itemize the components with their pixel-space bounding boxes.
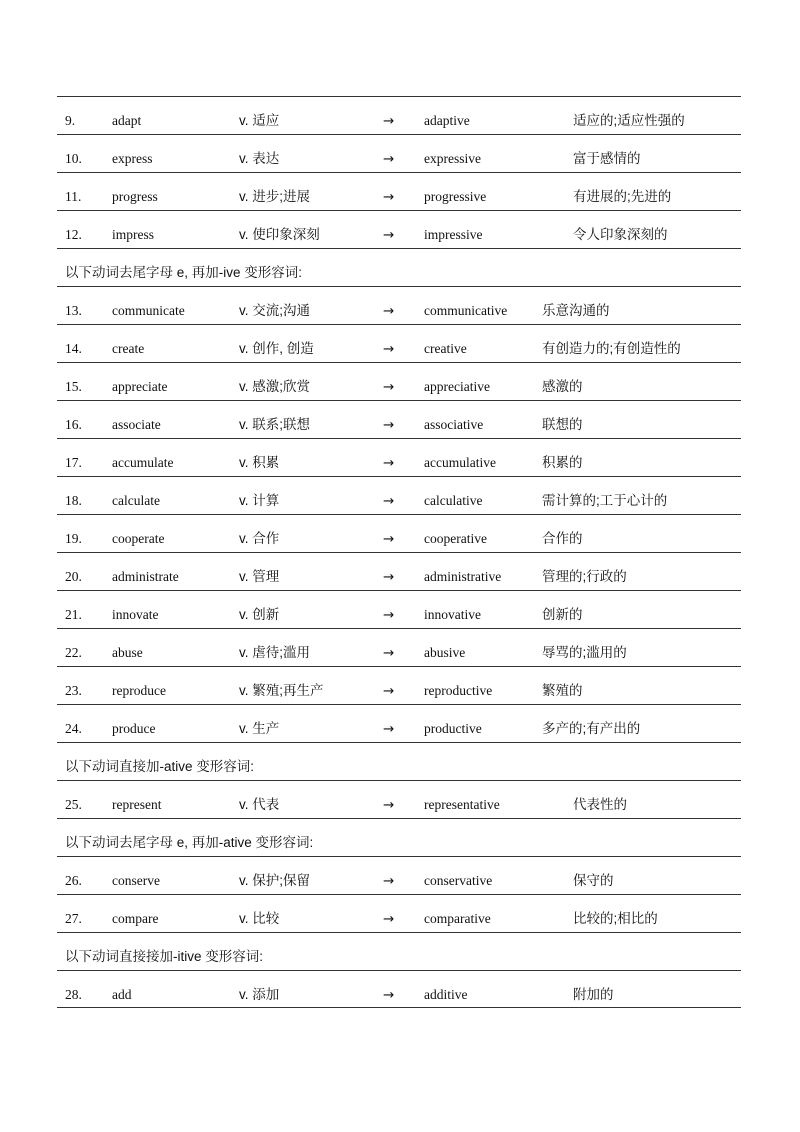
- section-header-text: 以下动词去尾字母 e, 再加-ative 变形容词:: [65, 835, 314, 850]
- entry-number: 26.: [65, 873, 82, 888]
- adjective-word: reproductive: [424, 683, 493, 698]
- verb-meaning: v. 感激;欣赏: [239, 379, 311, 394]
- table-row: [57, 856, 741, 894]
- adjective-word: adaptive: [424, 113, 470, 128]
- arrow-icon: →: [383, 227, 395, 243]
- adjective-meaning: 乐意沟通的: [542, 303, 610, 318]
- adjective-word: accumulative: [424, 455, 496, 470]
- verb-meaning: v. 比较: [239, 911, 280, 926]
- table-row: [57, 400, 741, 438]
- arrow-icon: →: [383, 911, 395, 927]
- arrow-icon: →: [383, 379, 395, 395]
- entry-number: 28.: [65, 987, 82, 1002]
- table-row: [57, 172, 741, 210]
- arrow-icon: →: [383, 113, 395, 129]
- verb-word: produce: [112, 721, 156, 736]
- verb-meaning: v. 合作: [239, 531, 280, 546]
- adjective-meaning: 比较的;相比的: [573, 911, 658, 926]
- table-row: [57, 134, 741, 172]
- table-row: [57, 704, 741, 742]
- adjective-word: appreciative: [424, 379, 490, 394]
- section-header-text: 以下动词直接加-ative 变形容词:: [65, 759, 255, 774]
- adjective-word: communicative: [424, 303, 508, 318]
- table-row: [57, 286, 741, 324]
- arrow-icon: →: [383, 987, 395, 1003]
- adjective-meaning: 代表性的: [573, 797, 627, 812]
- arrow-icon: →: [383, 341, 395, 357]
- verb-word: compare: [112, 911, 159, 926]
- verb-word: cooperate: [112, 531, 165, 546]
- table-row: [57, 666, 741, 704]
- arrow-icon: →: [383, 569, 395, 585]
- section-header-text: 以下动词去尾字母 e, 再加-ive 变形容词:: [65, 265, 303, 280]
- adjective-meaning: 附加的: [573, 987, 614, 1002]
- adjective-meaning: 辱骂的;滥用的: [542, 645, 627, 660]
- arrow-icon: →: [383, 189, 395, 205]
- adjective-word: associative: [424, 417, 484, 432]
- entry-number: 9.: [65, 113, 76, 128]
- verb-word: reproduce: [112, 683, 166, 698]
- adjective-word: impressive: [424, 227, 483, 242]
- verb-meaning: v. 生产: [239, 721, 280, 736]
- adjective-word: representative: [424, 797, 500, 812]
- arrow-icon: →: [383, 151, 395, 167]
- table-row: [57, 514, 741, 552]
- vocabulary-table: [57, 96, 741, 1008]
- entry-number: 12.: [65, 227, 82, 242]
- verb-meaning: v. 保护;保留: [239, 873, 311, 888]
- verb-word: innovate: [112, 607, 159, 622]
- adjective-meaning: 令人印象深刻的: [573, 227, 668, 242]
- adjective-word: calculative: [424, 493, 483, 508]
- verb-word: administrate: [112, 569, 179, 584]
- table-row: [57, 362, 741, 400]
- verb-word: add: [112, 987, 132, 1002]
- adjective-meaning: 保守的: [573, 873, 614, 888]
- arrow-icon: →: [383, 797, 395, 813]
- adjective-meaning: 有创造力的;有创造性的: [542, 341, 681, 356]
- section-header: [57, 742, 741, 780]
- table-row: [57, 970, 741, 1008]
- section-header-text: 以下动词直接接加-itive 变形容词:: [65, 949, 264, 964]
- adjective-word: administrative: [424, 569, 502, 584]
- arrow-icon: →: [383, 721, 395, 737]
- entry-number: 22.: [65, 645, 82, 660]
- table-row: [57, 894, 741, 932]
- verb-word: accumulate: [112, 455, 174, 470]
- arrow-icon: →: [383, 303, 395, 319]
- arrow-icon: →: [383, 645, 395, 661]
- section-header: [57, 932, 741, 970]
- verb-meaning: v. 联系;联想: [239, 417, 311, 432]
- adjective-word: progressive: [424, 189, 487, 204]
- entry-number: 13.: [65, 303, 82, 318]
- entry-number: 10.: [65, 151, 82, 166]
- entry-number: 16.: [65, 417, 82, 432]
- table-row: [57, 590, 741, 628]
- verb-meaning: v. 适应: [239, 113, 280, 128]
- adjective-word: additive: [424, 987, 468, 1002]
- adjective-word: cooperative: [424, 531, 487, 546]
- adjective-meaning: 适应的;适应性强的: [573, 113, 685, 128]
- entry-number: 21.: [65, 607, 82, 622]
- verb-word: adapt: [112, 113, 142, 128]
- adjective-meaning: 需计算的;工于心计的: [542, 493, 668, 508]
- adjective-meaning: 积累的: [542, 455, 583, 470]
- entry-number: 11.: [65, 189, 82, 204]
- entry-number: 23.: [65, 683, 82, 698]
- verb-meaning: v. 使印象深刻: [239, 227, 320, 242]
- verb-meaning: v. 管理: [239, 569, 280, 584]
- table-row: [57, 552, 741, 590]
- verb-meaning: v. 进步;进展: [239, 189, 311, 204]
- adjective-meaning: 联想的: [542, 417, 583, 432]
- entry-number: 15.: [65, 379, 82, 394]
- verb-meaning: v. 表达: [239, 151, 280, 166]
- entry-number: 19.: [65, 531, 82, 546]
- entry-number: 25.: [65, 797, 82, 812]
- adjective-meaning: 创新的: [542, 607, 583, 622]
- section-header: [57, 818, 741, 856]
- table-row: [57, 96, 741, 134]
- adjective-word: comparative: [424, 911, 491, 926]
- verb-meaning: v. 交流;沟通: [239, 303, 311, 318]
- table-row: [57, 324, 741, 362]
- entry-number: 18.: [65, 493, 82, 508]
- entry-number: 17.: [65, 455, 82, 470]
- verb-meaning: v. 创新: [239, 607, 280, 622]
- table-row: [57, 438, 741, 476]
- arrow-icon: →: [383, 455, 395, 471]
- arrow-icon: →: [383, 531, 395, 547]
- verb-word: impress: [112, 227, 154, 242]
- adjective-meaning: 管理的;行政的: [542, 569, 627, 584]
- adjective-meaning: 繁殖的: [542, 683, 583, 698]
- adjective-meaning: 有进展的;先进的: [573, 189, 672, 204]
- verb-word: represent: [112, 797, 162, 812]
- verb-meaning: v. 计算: [239, 493, 280, 508]
- table-row: [57, 628, 741, 666]
- table-row: [57, 780, 741, 818]
- verb-word: associate: [112, 417, 161, 432]
- adjective-word: abusive: [424, 645, 466, 660]
- verb-meaning: v. 虐待;滥用: [239, 645, 311, 660]
- verb-meaning: v. 积累: [239, 455, 280, 470]
- arrow-icon: →: [383, 493, 395, 509]
- verb-meaning: v. 代表: [239, 797, 280, 812]
- adjective-meaning: 感激的: [542, 379, 583, 394]
- adjective-word: expressive: [424, 151, 481, 166]
- adjective-meaning: 多产的;有产出的: [542, 721, 641, 736]
- adjective-word: productive: [424, 721, 482, 736]
- entry-number: 27.: [65, 911, 82, 926]
- adjective-meaning: 富于感情的: [573, 151, 641, 166]
- table-row: [57, 476, 741, 514]
- entry-number: 14.: [65, 341, 82, 356]
- arrow-icon: →: [383, 683, 395, 699]
- entry-number: 20.: [65, 569, 82, 584]
- verb-word: create: [112, 341, 145, 356]
- verb-word: abuse: [112, 645, 143, 660]
- verb-word: appreciate: [112, 379, 168, 394]
- table-row: [57, 210, 741, 248]
- arrow-icon: →: [383, 607, 395, 623]
- arrow-icon: →: [383, 417, 395, 433]
- arrow-icon: →: [383, 873, 395, 889]
- verb-word: calculate: [112, 493, 160, 508]
- entry-number: 24.: [65, 721, 82, 736]
- adjective-word: innovative: [424, 607, 481, 622]
- verb-word: express: [112, 151, 153, 166]
- verb-meaning: v. 创作, 创造: [239, 341, 314, 356]
- adjective-word: creative: [424, 341, 467, 356]
- verb-meaning: v. 繁殖;再生产: [239, 683, 324, 698]
- adjective-word: conservative: [424, 873, 493, 888]
- adjective-meaning: 合作的: [542, 531, 583, 546]
- verb-word: conserve: [112, 873, 160, 888]
- verb-word: progress: [112, 189, 158, 204]
- verb-word: communicate: [112, 303, 185, 318]
- section-header: [57, 248, 741, 286]
- verb-meaning: v. 添加: [239, 987, 280, 1002]
